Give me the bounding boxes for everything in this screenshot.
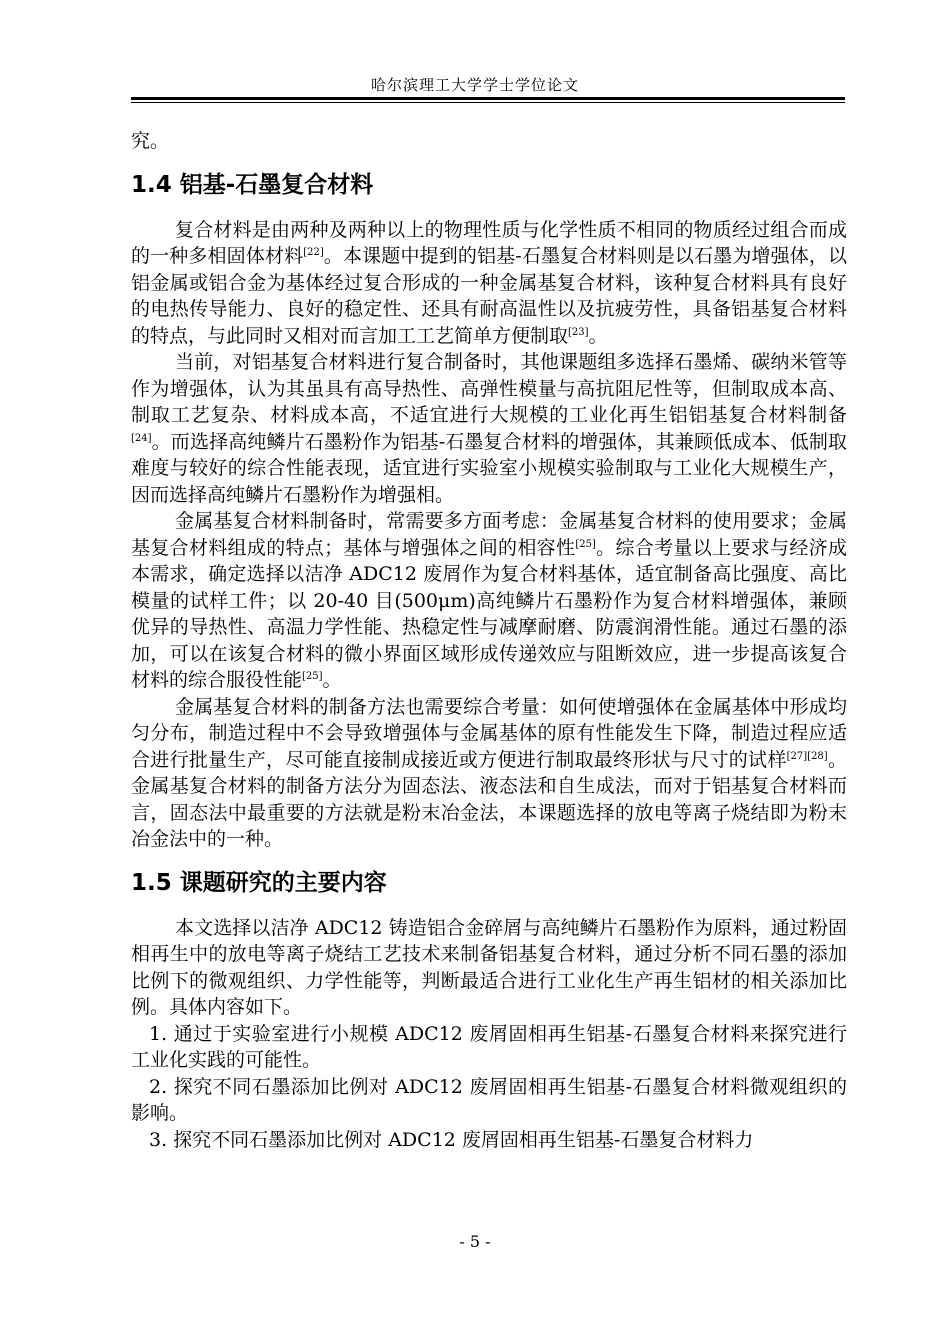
paragraph-text: 复合材料是由两种及两种以上的物理性质与化学性质不相同的物质经过组合而成的一种多相固体材料: [131, 218, 847, 267]
section-heading-1-5: 1.5 课题研究的主要内容: [131, 869, 387, 896]
list-item-3: 3. 探究不同石墨添加比例对 ADC12 废屑固相再生铝基-石墨复合材料力: [149, 1128, 754, 1151]
paragraph-text: 。综合考量以上要求与经济成本需求，确定选择以洁净 ADC12 废屑作为复合材料基体，适宜制备高比强度、高比模量的试样工件；以 20-40 目(500μm)高纯鳞片石墨粉作为复合材料增强体，兼顾优异的导热性、高温力学性能、热稳定性与减摩耐磨、防震润滑性能。通过石墨的添加，可以在该复合材料的微小界面区域形成传递效应与阻断效应，进一步提高该复合材料的综合服役性能: [131, 536, 847, 691]
paragraph-text: 。: [588, 324, 608, 347]
header-rule-thin: [131, 102, 845, 103]
paragraph-1-4-4: [131, 694, 847, 853]
header-rule-thick: [131, 97, 845, 100]
paragraph-text: 金属基复合材料制备时，常需要多方面考虑：金属基复合材料的使用要求；金属基复合材料组成的特点；基体与增强体之间的相容性: [131, 510, 847, 559]
list-item-2: 2. 探究不同石墨添加比例对 ADC12 废屑固相再生铝基-石墨复合材料微观组织的影响。: [131, 1075, 847, 1124]
section-heading-1-4: 1.4 铝基-石墨复合材料: [131, 171, 374, 198]
paragraph-text: 。金属基复合材料的制备方法分为固态法、液态法和自生成法，而对于铝基复合材料而言，固态法中最重要的方法就是粉末冶金法，本课题选择的放电等离子烧结即为粉末冶金法中的一种。: [131, 748, 847, 850]
page-number: - 5 -: [459, 1232, 491, 1251]
citation: [27][28]: [786, 750, 828, 762]
paragraph-1-5-intro: 本文选择以洁净 ADC12 铸造铝合金碎屑与高纯鳞片石墨粉作为原料，通过粉固相再生中的放电等离子烧结工艺技术来制备铝基复合材料，通过分析不同石墨的添加比例下的微观组织、力学性能等，判断最适合进行工业化生产再生铝材的相关添加比例。具体内容如下。: [131, 916, 847, 1018]
paragraph-1-4-1: [131, 217, 847, 350]
paragraph-1-4-2: [131, 349, 847, 508]
page-body: [131, 128, 847, 1153]
header-title: 哈尔滨理工大学学士学位论文: [370, 76, 579, 94]
paragraph-text: 。本课题中提到的铝基-石墨复合材料则是以石墨为增强体，以铝金属或铝合金为基体经过复合形成的一种金属基复合材料，该种复合材料具有良好的电热传导能力、良好的稳定性、还具有耐高温性以及抗疲劳性，具备铝基复合材料的特点，与此同时又相对而言加工工艺简单方便制取: [131, 245, 847, 347]
citation: [24]: [131, 432, 152, 444]
citation: [25]: [302, 671, 323, 682]
citation: [22]: [303, 247, 324, 258]
lead-text-content: 究。: [131, 130, 170, 152]
citation: [23]: [568, 326, 589, 338]
paragraph-text: 当前，对铝基复合材料进行复合制备时，其他课题组多选择石墨烯、碳纳米管等作为增强体，认为其虽具有高导热性、高弹性模量与高抗阻尼性等，但制取成本高、制取工艺复杂、材料成本高，不适宜进行大规模的工业化再生铝铝基复合材料制备: [131, 351, 847, 426]
paragraph-1-4-3: [131, 508, 847, 694]
paragraph-text: 金属基复合材料的制备方法也需要综合考量：如何使增强体在金属基体中形成均匀分布，制造过程中不会导致增强体与金属基体的原有性能发生下降，制造过程应适合进行批量生产，尽可能直接制成接近或方便进行制取最终形状与尺寸的试样: [131, 695, 847, 771]
citation: [25]: [575, 538, 596, 550]
lead-text: [131, 128, 847, 155]
paragraph-text: 。: [322, 669, 342, 691]
list-item-1: 1. 通过于实验室进行小规模 ADC12 废屑固相再生铝基-石墨复合材料来探究进行工业化实践的可能性。: [131, 1022, 847, 1071]
paragraph-text: 。而选择高纯鳞片石墨粉作为铝基-石墨复合材料的增强体，其兼顾低成本、低制取难度与较好的综合性能表现，适宜进行实验室小规模实验制取与工业化大规模生产，因而选择高纯鳞片石墨粉作为增强相。: [131, 430, 847, 506]
